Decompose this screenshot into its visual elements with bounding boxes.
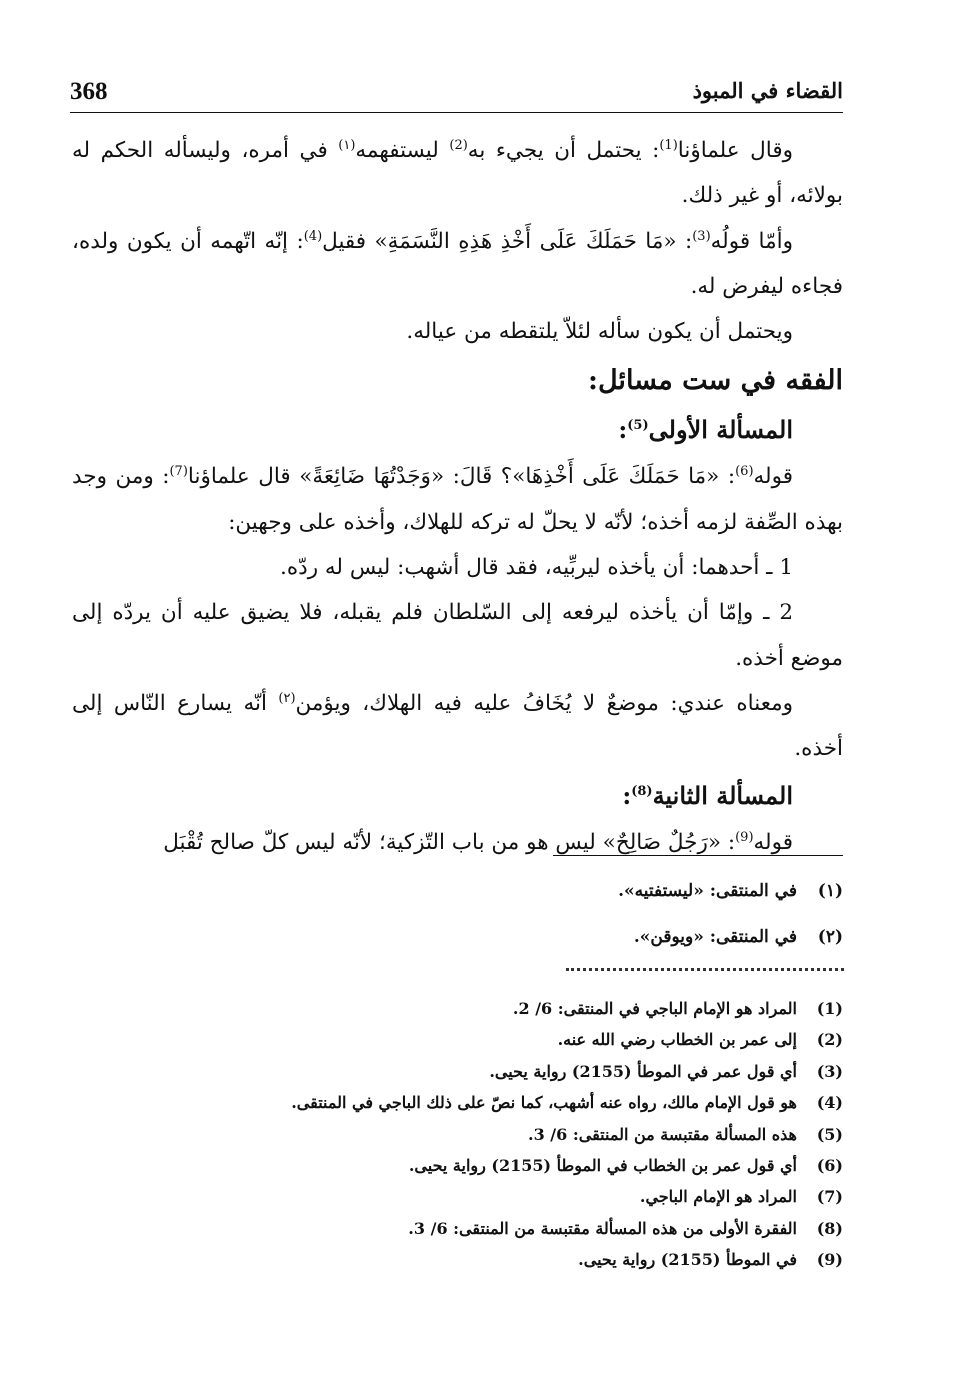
footnote: (2) إلى عمر بن الخطاب رضي الله عنه. xyxy=(557,1030,843,1050)
issue-heading-1: المسألة الأولى$^{(5)}$: xyxy=(618,415,793,445)
paragraph: قوله$^{(9)}$: «رَجُلٌ صَالِحٌ» ليس هو من باب التّزكية؛ لأنّه ليس كلّ صالح تُقْبَل xyxy=(163,829,793,855)
paragraph: وقال علماؤنا$^{(1)}$: يحتمل أن يجيء به$^{(2)}$ ليستفهمه$^{(١)}$ في أمره، وليسأله الحكم له بولائه، أو غير ذلك. xyxy=(72,137,843,209)
dotted-separator xyxy=(566,968,844,971)
footnote: (1) المراد هو الإمام الباجي في المنتقى: 6/ 2. xyxy=(512,999,843,1018)
page-header xyxy=(70,68,843,113)
footnote-separator xyxy=(553,855,843,856)
footnote-marker: (3) xyxy=(692,228,711,244)
paragraph: وأمّا قولُه$^{(3)}$: «مَا حَمَلَكَ عَلَى أَخْذِ هَذِهِ النَّسَمَةِ» فقيل$^{(4)}$: إنّه اتّهمه أن يكون ولده، فجاءه ليفرض له. xyxy=(72,228,843,299)
paragraph: ومعناه عندي: موضعٌ لا يُخَافُ عليه فيه الهلاك، ويؤمن$^{(٢)}$ أنّه يسارع النّاس إلى أخذه. xyxy=(72,690,843,762)
footnote-marker: (8) xyxy=(631,783,653,799)
page-number: 368 xyxy=(70,78,108,105)
footnote-marker: (4) xyxy=(303,228,323,244)
footnote: (5) هذه المسألة مقتبسة من المنتقى: 6/ 3. xyxy=(527,1124,843,1144)
footnote-marker: (9) xyxy=(735,829,754,845)
editor-notes xyxy=(72,868,843,960)
footnote: (6) أي قول عمر بن الخطاب في الموطأ (2155) رواية يحيى. xyxy=(408,1156,843,1176)
editor-note-marker: (٢) xyxy=(278,690,296,706)
footnote: (4) هو قول الإمام مالك، رواه عنه أشهب، كما نصّ على ذلك الباجي في المنتقى. xyxy=(291,1093,843,1113)
list-item: 2 ـ وإمّا أن يأخذه ليرفعه إلى السّلطان فلم يقبله، فلا يضيق عليه أن يردّه إلى موضع أخذه. xyxy=(72,600,843,671)
footnote-marker: (6) xyxy=(735,464,754,480)
main-text xyxy=(72,128,843,865)
paragraph: قوله$^{(6)}$: «مَا حَمَلَكَ عَلَى أَخْذِهَا»؟ قَالَ: «وَجَدْتُهَا ضَائِعَةً» قال علماؤنا$^{(7)}$: ومن وجد بهذه الصِّفة لزمه أخذه؛ لأنّه لا يحلّ له تركه للهلاك، وأخذه على وجهين: xyxy=(72,464,843,535)
footnotes xyxy=(72,993,843,1276)
list-item: 1 ـ أحدهما: أن يأخذه ليربِّيه، فقد قال أشهب: ليس له ردّه. xyxy=(280,555,793,581)
editor-note-marker: (١) xyxy=(338,137,356,153)
footnote-marker: (2) xyxy=(449,137,468,153)
editor-note: (٢) في المنتقى: «ويوقن». xyxy=(633,927,843,947)
footnote: (3) أي قول عمر في الموطأ (2155) رواية يحيى. xyxy=(489,1061,843,1081)
issue-heading-2: المسألة الثانية$^{(8)}$: xyxy=(622,780,793,810)
editor-note: (١) في المنتقى: «ليستفتيه». xyxy=(618,881,843,901)
footnote-marker: (7) xyxy=(169,464,188,480)
paragraph: ويحتمل أن يكون سأله لئلاّ يلتقطه من عياله. xyxy=(406,319,793,345)
footnote: (8) الفقرة الأولى من هذه المسألة مقتبسة من المنتقى: 6/ 3. xyxy=(408,1218,843,1238)
section-heading: الفقه في ست مسائل: xyxy=(588,365,843,397)
footnote: (9) في الموطأ (2155) رواية يحيى. xyxy=(578,1250,843,1270)
footnote: (7) المراد هو الإمام الباجي. xyxy=(639,1187,843,1207)
running-title: القضاء في المبوذ xyxy=(692,78,843,103)
footnote-marker: (1) xyxy=(659,137,678,153)
footnote-marker: (5) xyxy=(627,418,649,434)
